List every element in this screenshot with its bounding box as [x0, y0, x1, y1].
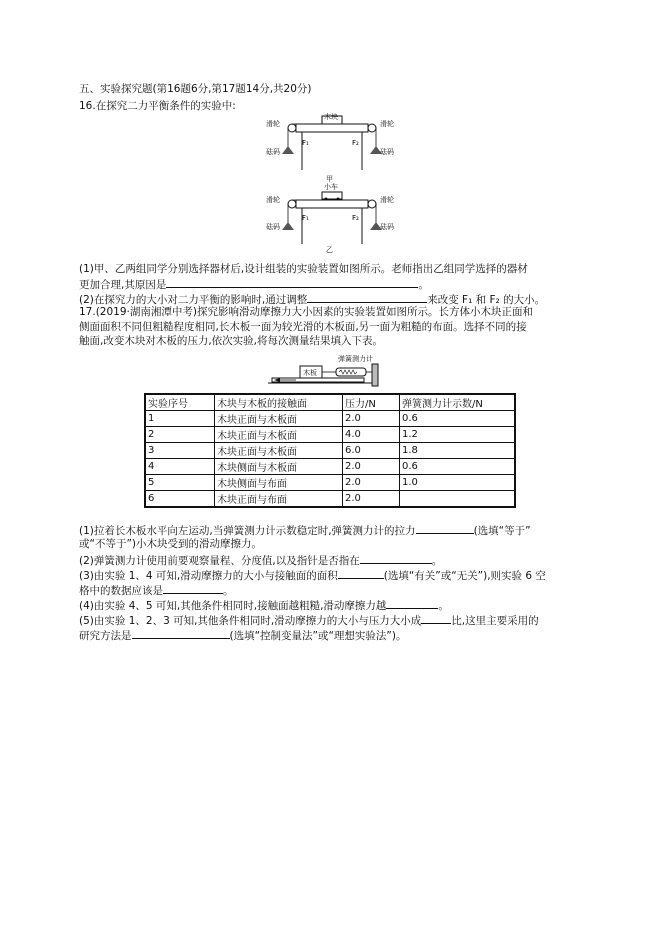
answer-blank[interactable] [421, 612, 451, 624]
label-pulley-left: 滑轮 [266, 120, 280, 128]
table-cell: 2 [145, 427, 215, 443]
q17-part3-text: (3)由实验 1、4 可知,滑动摩擦力的大小与接触面的面积 [79, 570, 338, 582]
table-row [145, 475, 515, 491]
q17-part3-text2: 格中的数据应该是 [79, 585, 163, 597]
table-cell: 2.0 [343, 459, 400, 475]
table-row [145, 427, 515, 443]
q17-part4-text: (4)由实验 4、5 可知,其他条件相同时,接触面越粗糙,滑动摩擦力越 [79, 600, 387, 612]
pulley-left [288, 124, 296, 132]
table-cell: 木块侧面与木板面 [215, 459, 343, 475]
table-cell[interactable] [400, 491, 516, 508]
table-cell: 4 [145, 459, 215, 475]
q17-part3-end: 。 [223, 585, 234, 597]
q17-part1-line2: 或“不等于”)小木块受到的滑动摩擦力。 [79, 538, 262, 550]
experiment-table [144, 393, 516, 508]
answer-blank[interactable] [166, 276, 418, 288]
table-row [145, 443, 515, 459]
table-cell: 6.0 [343, 443, 400, 459]
label-block: 木块 [324, 113, 338, 121]
label-weight-left: 砝码 [266, 223, 280, 231]
q17-part2-text: (2)弹簧测力计使用前要观察量程、分度值,以及指针是否指在 [79, 555, 360, 567]
caption-jia: 甲 [326, 175, 333, 183]
force-f1-label: F₁ [302, 214, 309, 222]
label-weight-right: 砝码 [380, 223, 394, 231]
q17-part2-end: 。 [431, 555, 443, 567]
spring-scale [336, 368, 366, 376]
answer-blank[interactable] [163, 582, 223, 594]
q17-stem-line1: 17.(2019·湖南湘潭中考)探究影响滑动摩擦力大小因素的实验装置如图所示。长方体小木块正面和 [79, 306, 533, 318]
q17-part5-line2 [79, 627, 406, 643]
cart-wheel [337, 198, 340, 201]
table-cell: 木块正面与木板面 [215, 427, 343, 443]
table-cell: 1.2 [400, 427, 516, 443]
label-weight-right: 砝码 [380, 148, 394, 156]
q16-part1-end: 。 [418, 279, 429, 291]
q16-part1-line2 [79, 276, 429, 292]
table-cell: 0.6 [400, 411, 516, 427]
label-pulley-right: 滑轮 [380, 196, 394, 204]
answer-blank[interactable] [416, 522, 474, 534]
table-cell: 2.0 [343, 491, 400, 508]
table-row [145, 411, 515, 427]
wall-mount [372, 364, 378, 386]
table-cell: 1.8 [400, 443, 516, 459]
table-cell: 木块正面与木板面 [215, 443, 343, 459]
q17-part3-line2 [79, 582, 234, 598]
q17-part3-hint: (选填“有关”或“无关”),则实验 6 空 [383, 570, 546, 582]
pulley-left [288, 200, 296, 208]
question-16-stem: 16.在探究二力平衡条件的实验中: [79, 100, 236, 112]
force-f2-label: F₂ [352, 214, 359, 222]
table-cell: 0.6 [400, 459, 516, 475]
q17-part4-end: 。 [438, 600, 449, 612]
answer-blank[interactable] [307, 291, 427, 303]
table-cell: 1.0 [400, 475, 516, 491]
weight-left [282, 222, 294, 230]
weight-left [282, 146, 294, 154]
label-pulley-left: 滑轮 [266, 196, 280, 204]
q16-part1-line1: (1)甲、乙两组同学分别选择器材后,设计组装的实验装置如图所示。老师指出乙组同学选择的器材 [79, 263, 528, 275]
label-weight-left: 砝码 [266, 148, 280, 156]
answer-blank[interactable] [338, 567, 384, 579]
label-board: 木板 [303, 369, 317, 377]
q17-part2 [79, 552, 442, 568]
header-cell: 弹簧测力计示数/N [400, 394, 516, 411]
table-cell: 2.0 [343, 475, 400, 491]
table-row [145, 491, 515, 508]
q17-part5-text: (5)由实验 1、2、3 可知,其他条件相同时,滑动摩擦力的大小与压力大小成 [79, 615, 422, 627]
label-spring-scale: 弹簧测力计 [338, 355, 373, 363]
table-cell: 木块正面与木板面 [215, 411, 343, 427]
header-cell: 压力/N [343, 394, 400, 411]
force-f2-label: F₂ [352, 139, 359, 147]
pulley-right [368, 124, 376, 132]
q16-part2-text: (2)在探究力的大小对二力平衡的影响时,通过调整 [79, 294, 308, 306]
cart-wheel [325, 198, 328, 201]
table-cell: 木块正面与布面 [215, 491, 343, 508]
answer-blank[interactable] [132, 627, 230, 639]
q17-part1-hint: (选填“等于” [473, 525, 531, 537]
q17-part5-line1 [79, 612, 539, 628]
q17-stem-line3: 触面,改变木块对木板的压力,依次实验,将每次测量结果填入下表。 [79, 335, 384, 347]
label-cart: 小车 [324, 183, 338, 191]
table-cell: 木块侧面与布面 [215, 475, 343, 491]
q17-part4 [79, 597, 449, 613]
header-cell: 实验序号 [145, 394, 215, 411]
table-cell: 1 [145, 411, 215, 427]
q16-part1-text: 更加合理,其原因是 [79, 279, 167, 291]
q17-part5-text-b: 比,这里主要采用的 [451, 615, 539, 627]
table-top [296, 124, 368, 132]
table-header-row [145, 394, 515, 411]
answer-blank[interactable] [360, 552, 432, 564]
q16-part2-end: 来改变 F₁ 和 F₂ 的大小。 [427, 294, 546, 306]
caption-yi: 乙 [326, 246, 333, 254]
q17-part5-hint: (选填“控制变量法”或“理想实验法”)。 [229, 630, 407, 642]
table-cell: 2.0 [343, 411, 400, 427]
section-title: 五、实验探究题(第16题6分,第17题14分,共20分) [79, 83, 312, 95]
table-cell: 3 [145, 443, 215, 459]
table-row [145, 459, 515, 475]
arrow-left-icon [274, 378, 280, 382]
q17-part1-line1 [79, 522, 531, 538]
answer-blank[interactable] [386, 597, 438, 609]
table-cell: 5 [145, 475, 215, 491]
pulley-right [368, 200, 376, 208]
q17-part3-line1 [79, 567, 546, 583]
label-pulley-right: 滑轮 [380, 120, 394, 128]
header-cell: 木块与木板的接触面 [215, 394, 343, 411]
q17-part5-text2: 研究方法是 [79, 630, 132, 642]
force-f1-label: F₁ [302, 139, 309, 147]
table-top [296, 200, 368, 208]
table-cell: 4.0 [343, 427, 400, 443]
q17-part1-text: (1)拉着长木板水平向左运动,当弹簧测力计示数稳定时,弹簧测力计的拉力 [79, 525, 416, 537]
q17-stem-line2: 侧面面积不同但粗糙程度相同,长木板一面为较光滑的木板面,另一面为粗糙的布面。选择不同的接 [79, 321, 527, 333]
table-cell: 6 [145, 491, 215, 508]
